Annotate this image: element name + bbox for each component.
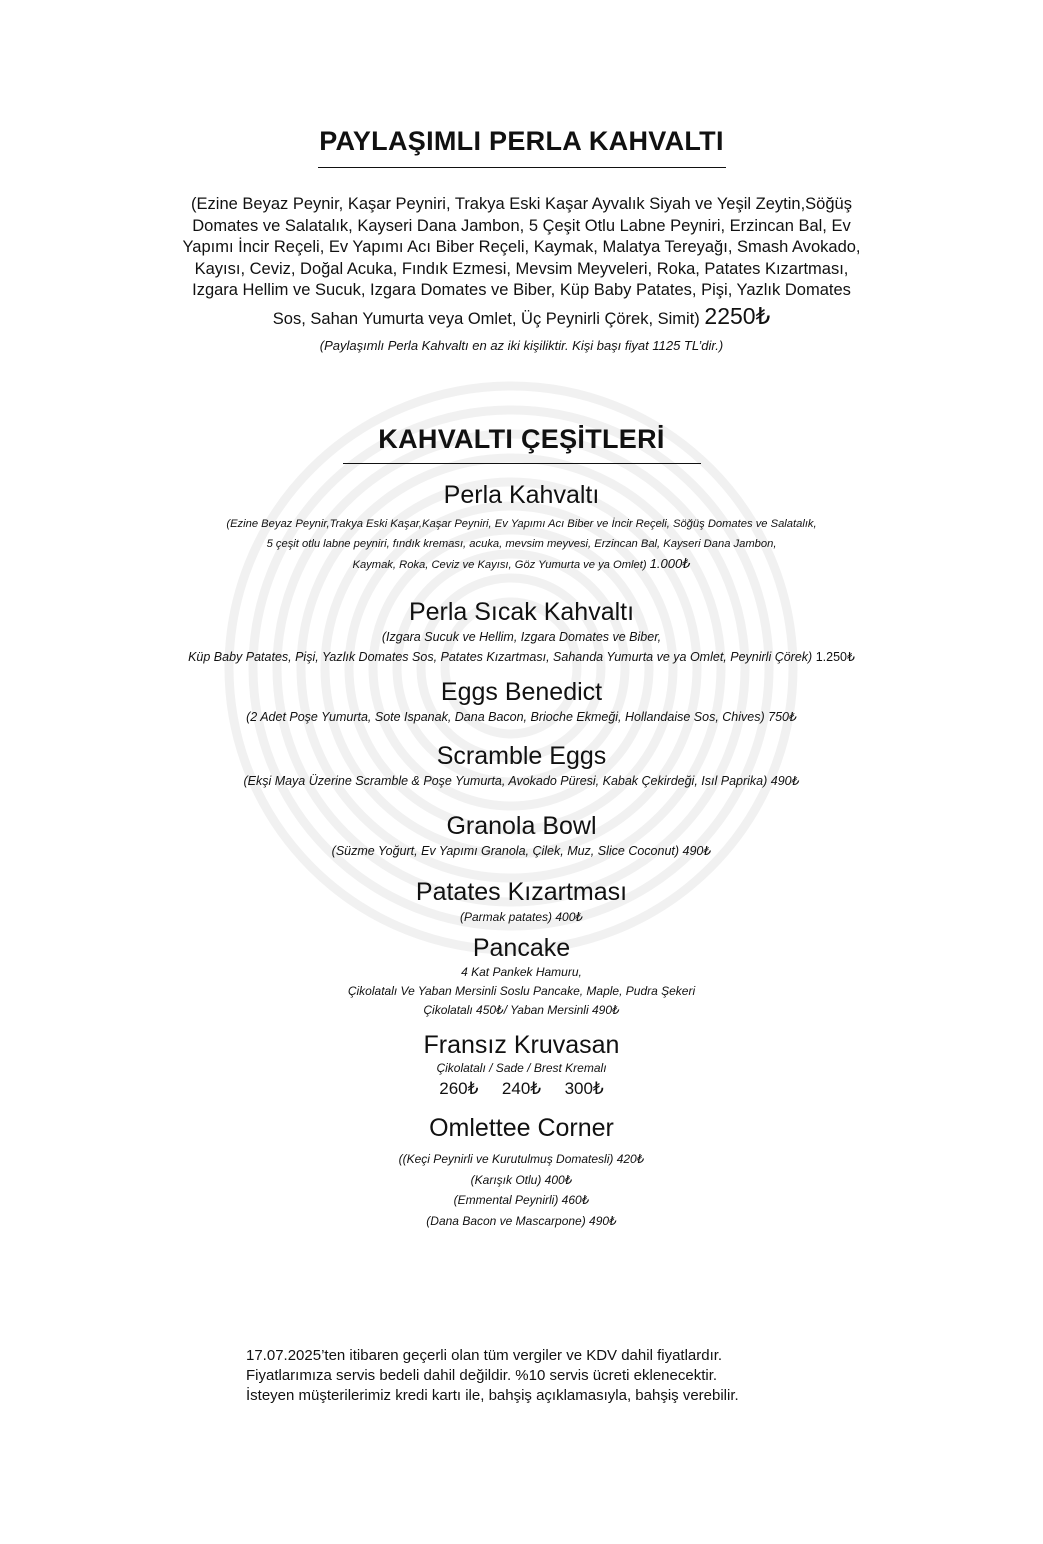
item-name: Perla Kahvaltı — [443, 481, 600, 509]
item-description: Çikolatalı / Sade / Brest Kremalı — [436, 1061, 607, 1075]
footer-line: İsteyen müşterilerimiz kredi kartı ile, bahşiş açıklamasıyla, bahşiş verebilir. — [246, 1387, 739, 1404]
item-name: Granola Bowl — [446, 812, 597, 840]
item-price: 1.000₺ — [649, 556, 691, 571]
item-name: Perla Sıcak Kahvaltı — [408, 598, 635, 626]
menu-item — [0, 1113, 1043, 1231]
item-name: Patates Kızartması — [415, 878, 628, 906]
desc-line: (Emmental Peynirli) 460₺ — [453, 1193, 590, 1207]
menu-item — [0, 741, 1043, 791]
desc-line: Kayısı, Ceviz, Doğal Acuka, Fındık Ezmesi, Mevsim Meyveleri, Roka, Patates Kızartması, — [194, 259, 849, 278]
menu-item — [0, 597, 1043, 667]
desc-line: Küp Baby Patates, Pişi, Yazlık Domates Sos, Patates Kızartması, Sahanda Yumurta ve ya Omlet, Peynirli Çörek) — [188, 650, 813, 664]
item-description: (Parmak patates) 400₺ — [459, 910, 584, 924]
sharing-breakfast-section — [0, 126, 1043, 353]
item-price: 1.250₺ — [815, 650, 855, 664]
item-price: 240₺ — [501, 1079, 542, 1098]
item-description — [0, 627, 1043, 667]
item-price: 260₺ — [439, 1079, 479, 1098]
menu-item — [0, 877, 1043, 927]
sharing-breakfast-title: PAYLAŞIMLI PERLA KAHVALTI — [319, 126, 724, 156]
item-name: Pancake — [472, 934, 571, 962]
title-underline — [318, 167, 726, 168]
desc-line: (Karışık Otlu) 400₺ — [470, 1172, 573, 1187]
item-description — [0, 963, 1043, 1020]
desc-line: (Izgara Sucuk ve Hellim, Izgara Domates ve Biber, — [381, 630, 662, 644]
title-underline — [343, 463, 701, 464]
item-description: (Süzme Yoğurt, Ev Yapımı Granola, Çilek, Muz, Slice Coconut) 490₺ — [331, 844, 712, 858]
desc-line: Izgara Hellim ve Sucuk, Izgara Domates ve Biber, Küp Baby Patates, Pişi, Yazlık Domates — [192, 281, 851, 299]
desc-line: Yapımı İncir Reçeli, Ev Yapımı Acı Biber Reçeli, Kaymak, Malatya Tereyağı, Smash Avokado, — [182, 238, 861, 256]
croissant-prices — [0, 1079, 1043, 1099]
desc-line: Çikolatalı 450₺/ Yaban Mersinli 490₺ — [423, 1003, 620, 1017]
item-price: 300₺ — [564, 1079, 604, 1098]
desc-line: ((Keçi Peynirli ve Kurutulmuş Domatesli) 420₺ — [398, 1152, 645, 1166]
item-name: Omlettee Corner — [429, 1114, 614, 1142]
item-description — [0, 1149, 1043, 1231]
breakfast-title: KAHVALTI ÇEŞİTLERİ — [378, 424, 665, 454]
menu-item — [0, 811, 1043, 861]
sharing-price: 2250₺ — [704, 302, 771, 329]
desc-line: Çikolatalı Ve Yaban Mersinli Soslu Pancake, Maple, Pudra Şekeri — [347, 984, 696, 998]
desc-line: Domates ve Salatalık, Kayseri Dana Jambon, 5 Çeşit Otlu Labne Peyniri, Erzincan Bal, Ev — [192, 216, 851, 235]
breakfast-section — [0, 424, 1043, 1231]
footer-line: Fiyatlarımıza servis bedeli dahil değildir. %10 servis ücreti eklenecektir. — [246, 1367, 718, 1384]
menu-item — [0, 480, 1043, 575]
desc-line: (Ezine Beyaz Peynir, Kaşar Peyniri, Trakya Eski Kaşar Ayvalık Siyah ve Yeşil Zeytin,Söğüş — [191, 195, 852, 213]
desc-line: Sos, Sahan Yumurta veya Omlet, Üç Peynirli Çörek, Simit) — [272, 309, 700, 328]
menu-item — [0, 1030, 1043, 1099]
desc-line: (Ezine Beyaz Peynir,Trakya Eski Kaşar,Kaşar Peyniri, Ev Yapımı Acı Biber ve İncir Reçeli, Söğüş Domates ve Salatalık, — [226, 518, 817, 530]
item-name: Eggs Benedict — [440, 678, 603, 706]
desc-line: 4 Kat Pankek Hamuru, — [461, 965, 582, 979]
item-name: Fransız Kruvasan — [423, 1031, 620, 1059]
item-description: (Ekşi Maya Üzerine Scramble & Poşe Yumurta, Avokado Püresi, Kabak Çekirdeği, Isıl Paprika) 490₺ — [243, 774, 800, 788]
desc-line: 5 çeşit otlu labne peyniri, fındık kreması, acuka, mevsim meyvesi, Erzincan Bal, Kayseri Dana Jambon, — [266, 538, 777, 550]
tax-service-notice — [246, 1346, 846, 1406]
item-name: Scramble Eggs — [436, 742, 607, 770]
desc-line: Kaymak, Roka, Ceviz ve Kayısı, Göz Yumurta ve ya Omlet) — [352, 559, 647, 571]
sharing-breakfast-description — [0, 194, 1043, 330]
menu-item — [0, 933, 1043, 1020]
item-description — [0, 514, 1043, 575]
item-description: (2 Adet Poşe Yumurta, Sote Ispanak, Dana Bacon, Brioche Ekmeği, Hollandaise Sos, Chives) 750₺ — [246, 710, 797, 724]
desc-line: (Dana Bacon ve Mascarpone) 490₺ — [426, 1213, 617, 1228]
footer-line: 17.07.2025’ten itibaren geçerli olan tüm vergiler ve KDV dahil fiyatlardır. — [246, 1347, 723, 1364]
sharing-note: (Paylaşımlı Perla Kahvaltı en az iki kişiliktir. Kişi başı fiyat 1125 TL’dir.) — [319, 338, 724, 353]
menu-item — [0, 677, 1043, 727]
